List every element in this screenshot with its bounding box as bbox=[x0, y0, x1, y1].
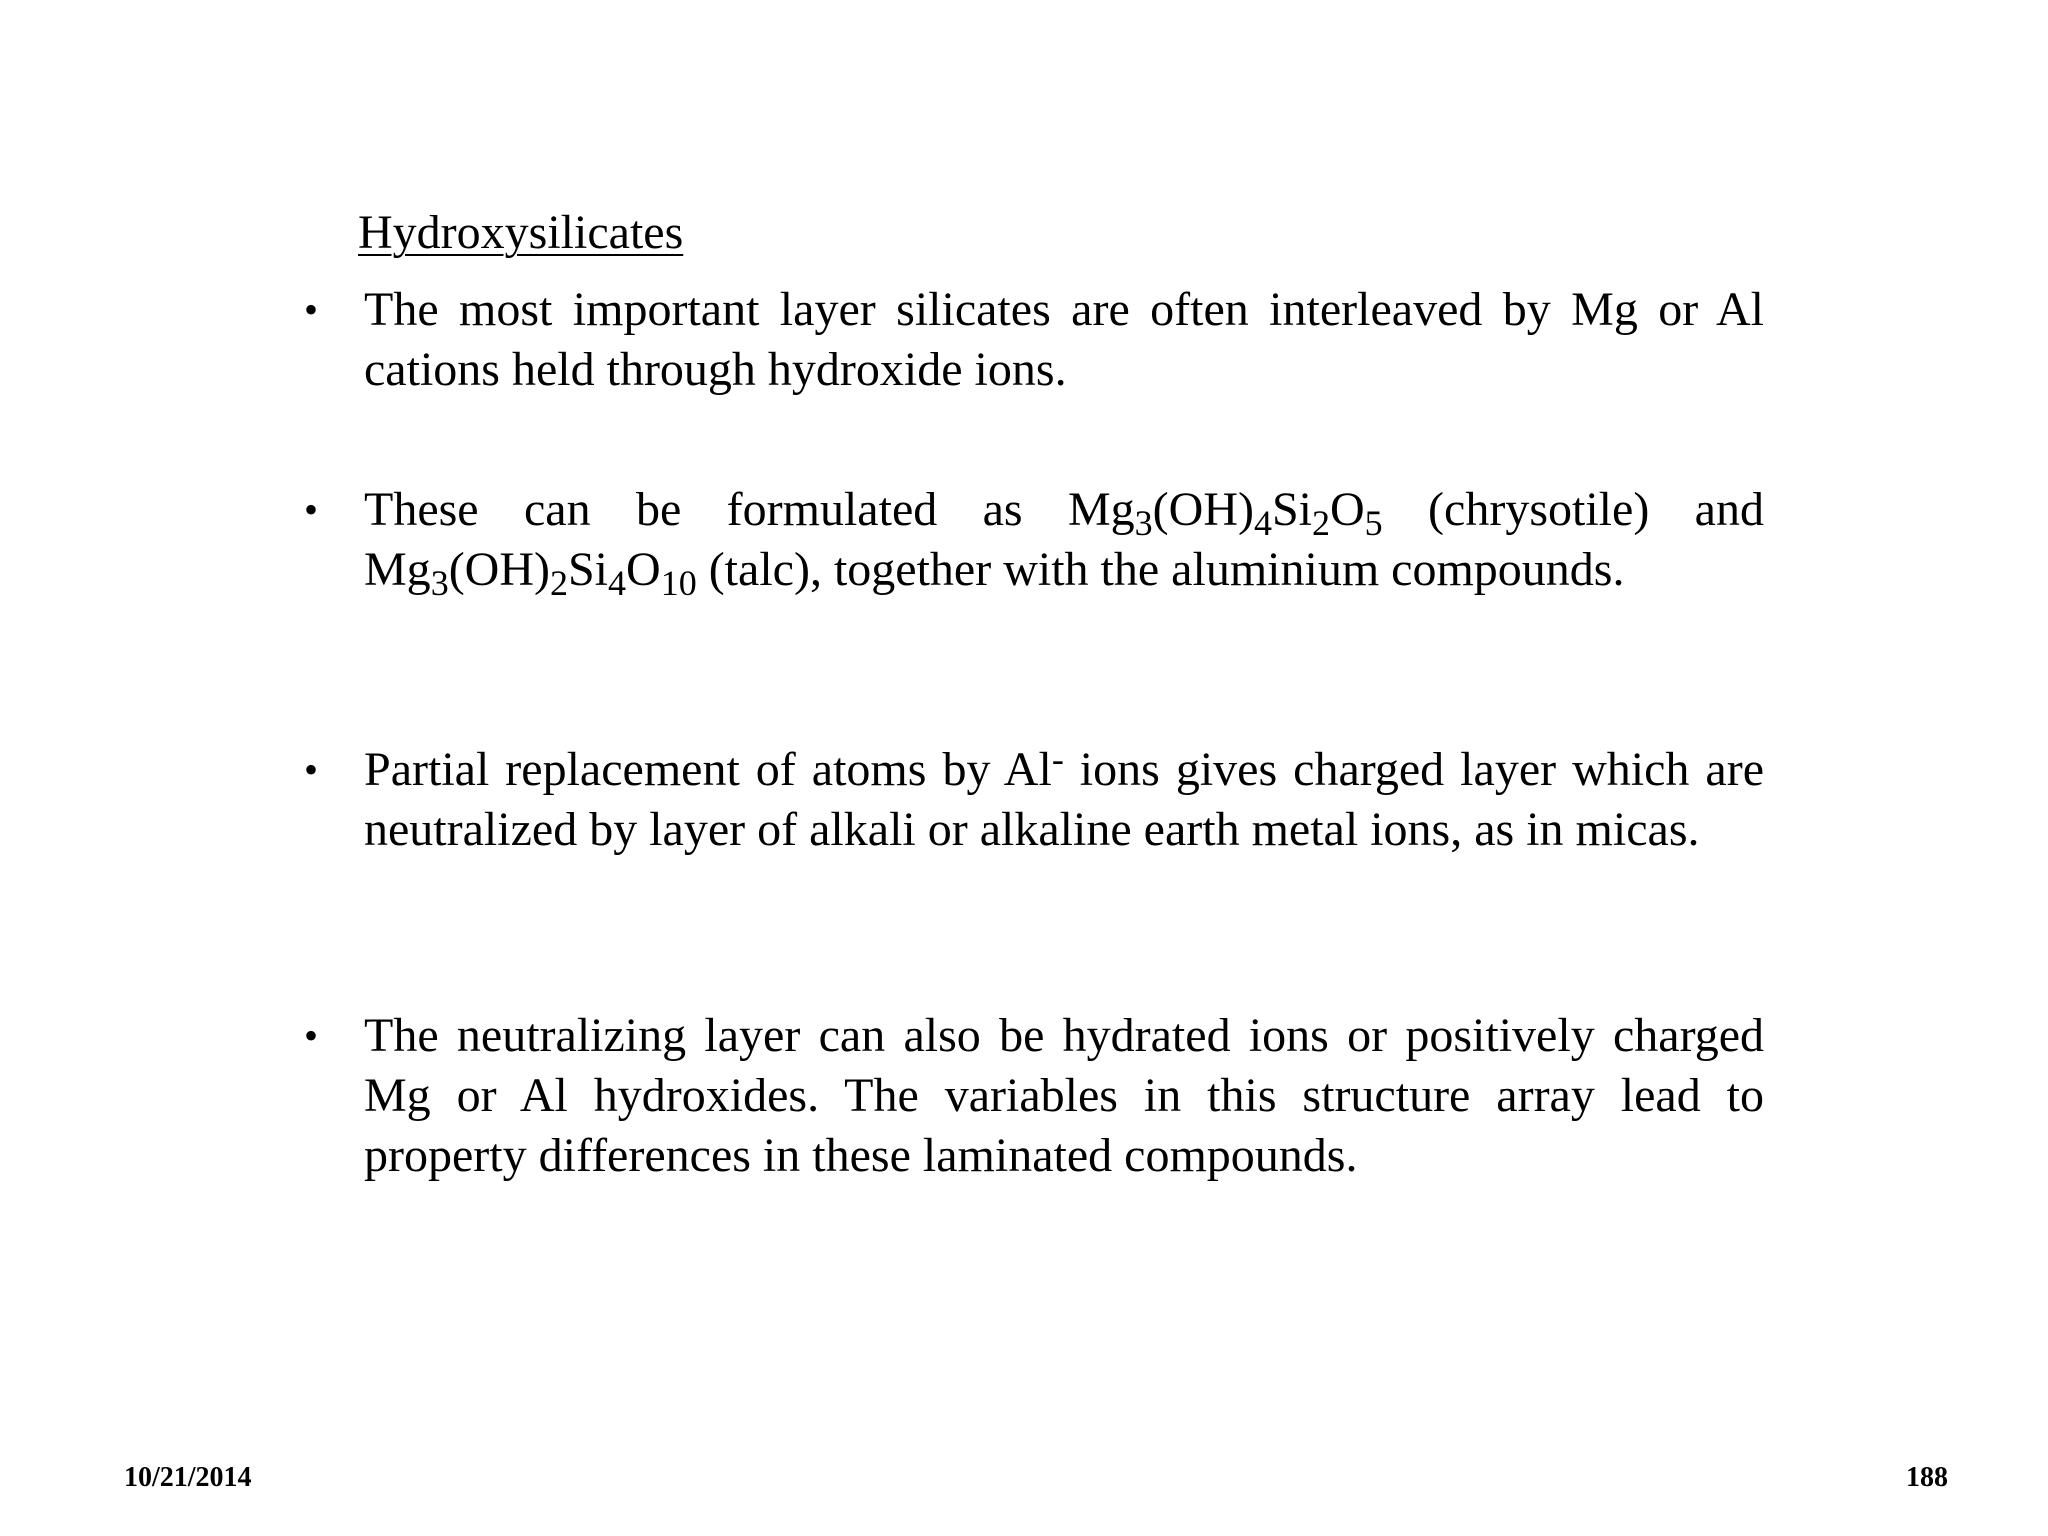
formula-text: (talc), together with the aluminium compounds. bbox=[696, 543, 1625, 596]
formula-text: (OH) bbox=[1152, 483, 1254, 536]
formula-text: (OH) bbox=[448, 543, 550, 596]
formula-text: Si bbox=[567, 543, 609, 596]
footer-date: 10/21/2014 bbox=[124, 1462, 252, 1493]
bullet-text-formulas bbox=[364, 480, 1764, 603]
formula-text: O bbox=[626, 543, 661, 596]
formula-subscript: 3 bbox=[1134, 503, 1153, 543]
formula-subscript: 3 bbox=[430, 563, 449, 603]
bullet-text-replacement bbox=[364, 740, 1764, 860]
footer-page-number: 188 bbox=[1906, 1462, 1948, 1493]
bullet-icon: • bbox=[304, 747, 319, 792]
bullet-icon: • bbox=[304, 1013, 319, 1058]
formula-subscript: 2 bbox=[1312, 503, 1330, 543]
formula-text: (chrysotile) and Mg bbox=[364, 483, 1764, 596]
bullet-icon: • bbox=[304, 487, 319, 532]
formula-text: These can be formulated as Mg bbox=[364, 483, 1135, 536]
formula-text: O bbox=[1330, 483, 1365, 536]
bullet-text-part: Partial replacement of atoms by Al bbox=[364, 743, 1052, 796]
bullet-text-part: ions gives charged layer which are neutralized by layer of alkali or alkaline earth metal ions, as in micas. bbox=[364, 743, 1764, 856]
formula-text: Si bbox=[1271, 483, 1312, 536]
formula-subscript: 5 bbox=[1364, 503, 1383, 543]
formula-subscript: 4 bbox=[1253, 503, 1272, 543]
bullet-text: The neutralizing layer can also be hydrated ions or positively charged Mg or Al hydroxides. The variables in this structure array lead to property differences in these laminated compounds. bbox=[364, 1009, 1764, 1182]
formula-subscript: 10 bbox=[660, 563, 697, 603]
charge-superscript: - bbox=[1051, 739, 1064, 779]
formula-subscript: 2 bbox=[549, 563, 568, 603]
slide-heading: Hydroxysilicates bbox=[358, 206, 684, 259]
bullet-text: The most important layer silicates are often interleaved by Mg or Al cations held through hydroxide ions. bbox=[364, 283, 1764, 396]
formula-subscript: 4 bbox=[608, 563, 627, 603]
bullet-icon: • bbox=[304, 287, 319, 332]
